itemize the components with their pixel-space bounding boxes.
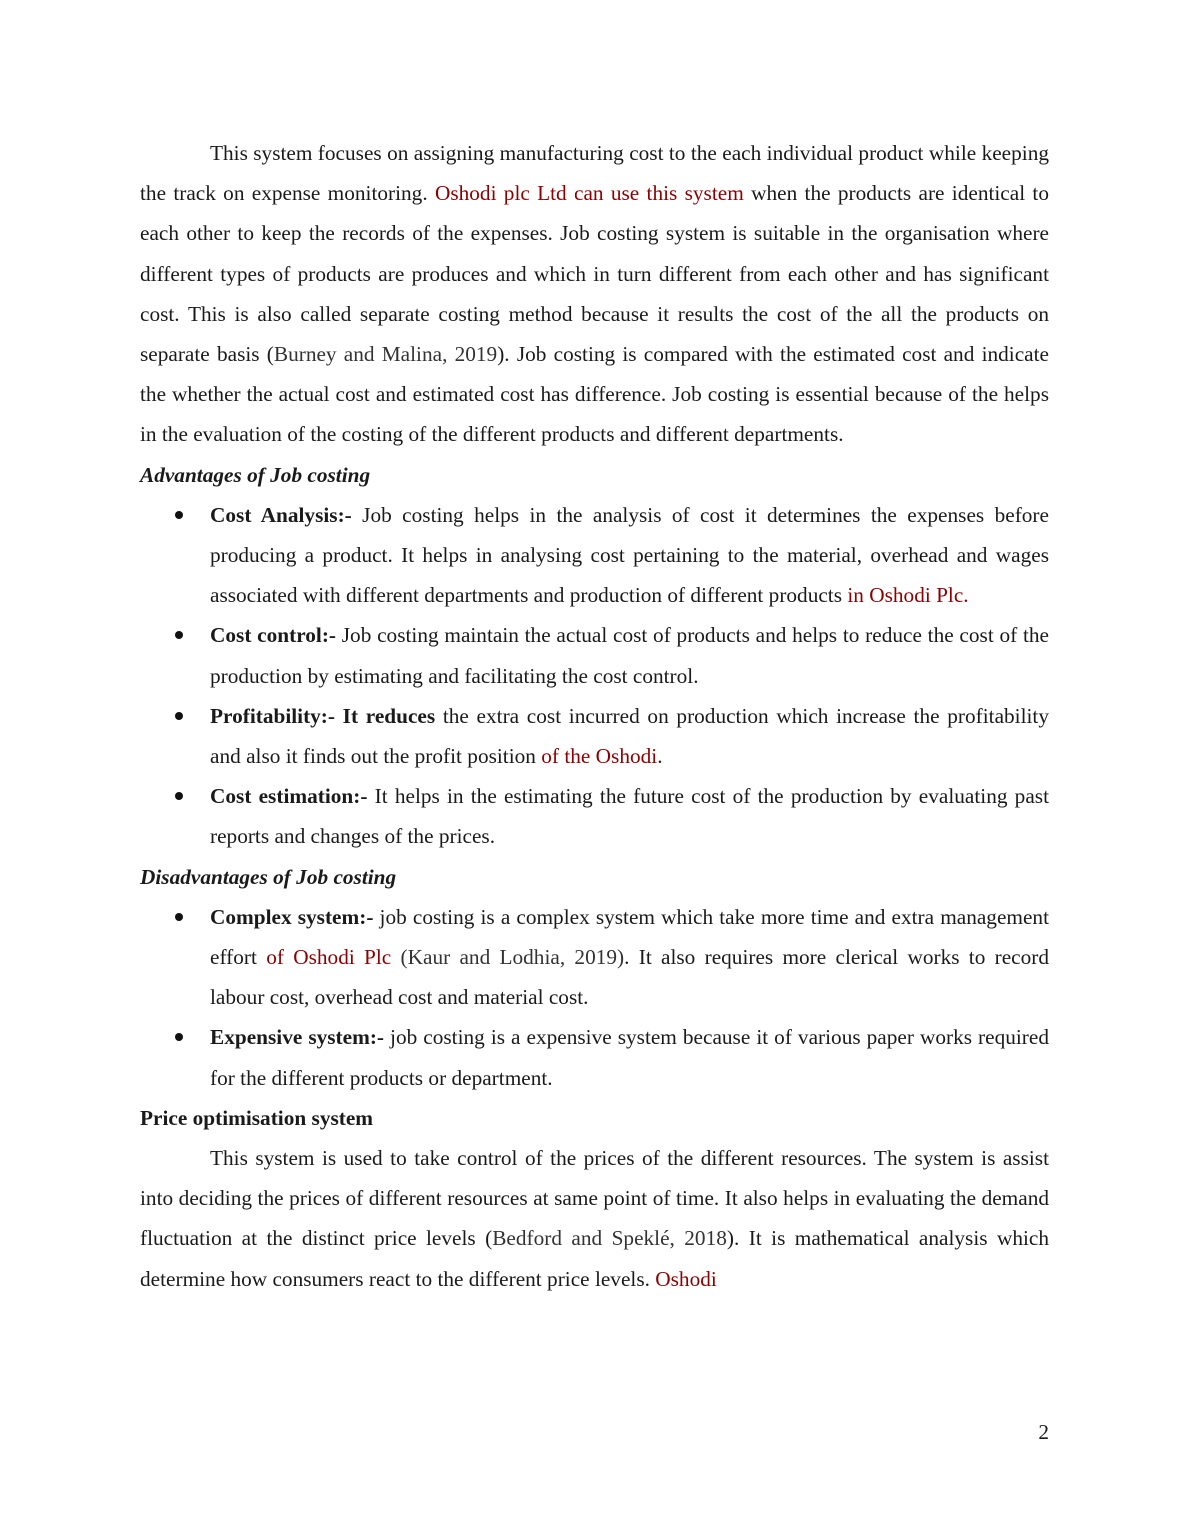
intro-citation: Burney and Malina, 2019 xyxy=(273,342,498,367)
list-item xyxy=(140,1017,1049,1097)
bullet-icon xyxy=(175,712,183,720)
list-item xyxy=(140,897,1049,1018)
intro-highlight: Oshodi plc Ltd can use this system xyxy=(434,181,744,206)
page-number: 2 xyxy=(1038,1420,1049,1444)
item-highlight: of Oshodi Plc xyxy=(266,945,392,970)
disadvantages-list xyxy=(140,897,1049,1098)
item-title: Complex system:- xyxy=(210,904,374,929)
item-text: Job costing helps in the analysis of cost it determines the expenses before producing a product. It helps in analysing cost pertaining to the material, overhead and wages associated with different departments and production of different products xyxy=(210,502,1049,608)
intro-paragraph xyxy=(140,133,1049,455)
list-item xyxy=(140,776,1049,856)
bullet-icon xyxy=(175,511,183,519)
advantages-heading: Advantages of Job costing xyxy=(140,462,371,487)
document-page xyxy=(140,133,1049,1299)
list-item xyxy=(140,495,1049,616)
item-text: Job costing maintain the actual cost of products and helps to reduce the cost of the production by estimating and facilitating the cost control. xyxy=(210,623,1049,688)
item-text: It helps in the estimating the future cost of the production by evaluating past reports and changes of the prices. xyxy=(210,784,1049,849)
price-heading: Price optimisation system xyxy=(140,1105,374,1130)
price-text-1: This system is used to take control of the prices of the different resources. The system is assist into deciding the prices of different resources at same point of time. It also helps in evaluating the demand fluctuation at the distinct price levels ( xyxy=(140,1146,1049,1251)
list-item xyxy=(140,696,1049,776)
item-text: job costing is a expensive system because it of various paper works required for the different products or department. xyxy=(210,1025,1050,1090)
bullet-icon xyxy=(175,792,183,800)
item-citation: (Kaur and Lodhia, 2019) xyxy=(391,945,625,970)
intro-text-1: This system focuses on assigning manufacturing cost to the each individual product while keeping the track on expense monitoring. xyxy=(140,141,1049,206)
item-text-end: . xyxy=(657,744,663,769)
disadvantages-heading: Disadvantages of Job costing xyxy=(140,864,397,889)
item-text: job costing is a complex system which take more time and extra management effort xyxy=(210,904,1049,970)
price-text-2: ). It is mathematical analysis which determine how consumers react to the different price levels. xyxy=(140,1226,1049,1291)
intro-text-3: ). Job costing is compared with the estimated cost and indicate the whether the actual cost and estimated cost has difference. Job costing is essential because of the helps in the evaluation of the costing of the different products and different departments. xyxy=(140,342,1049,447)
item-highlight: of the Oshodi xyxy=(541,744,658,769)
bullet-icon xyxy=(175,913,183,921)
price-paragraph xyxy=(140,1138,1049,1299)
item-title: Expensive system:- xyxy=(210,1025,385,1050)
price-highlight: Oshodi xyxy=(655,1266,717,1291)
bullet-icon xyxy=(175,1033,183,1041)
item-title: Profitability:- It reduces xyxy=(210,703,436,728)
list-item xyxy=(140,615,1049,695)
item-title: Cost Analysis:- xyxy=(210,502,352,527)
item-title: Cost control:- xyxy=(210,623,337,648)
intro-text-2: when the products are identical to each other to keep the records of the expenses. Job costing system is suitable in the organisation where different types of products are produces and which in turn different from each other and has significant cost. This is also called separate costing method because it results the cost of the all the products on separate basis ( xyxy=(140,181,1049,367)
bullet-icon xyxy=(175,631,183,639)
item-text-end: . It also requires more clerical works to record labour cost, overhead cost and material cost. xyxy=(210,945,1050,1010)
advantages-list xyxy=(140,495,1049,857)
item-text: the extra cost incurred on production which increase the profitability and also it finds out the profit position xyxy=(210,703,1049,769)
price-citation: Bedford and Speklé, 2018 xyxy=(492,1226,727,1251)
item-highlight: in Oshodi Plc. xyxy=(847,583,969,608)
item-title: Cost estimation:- xyxy=(210,784,368,809)
